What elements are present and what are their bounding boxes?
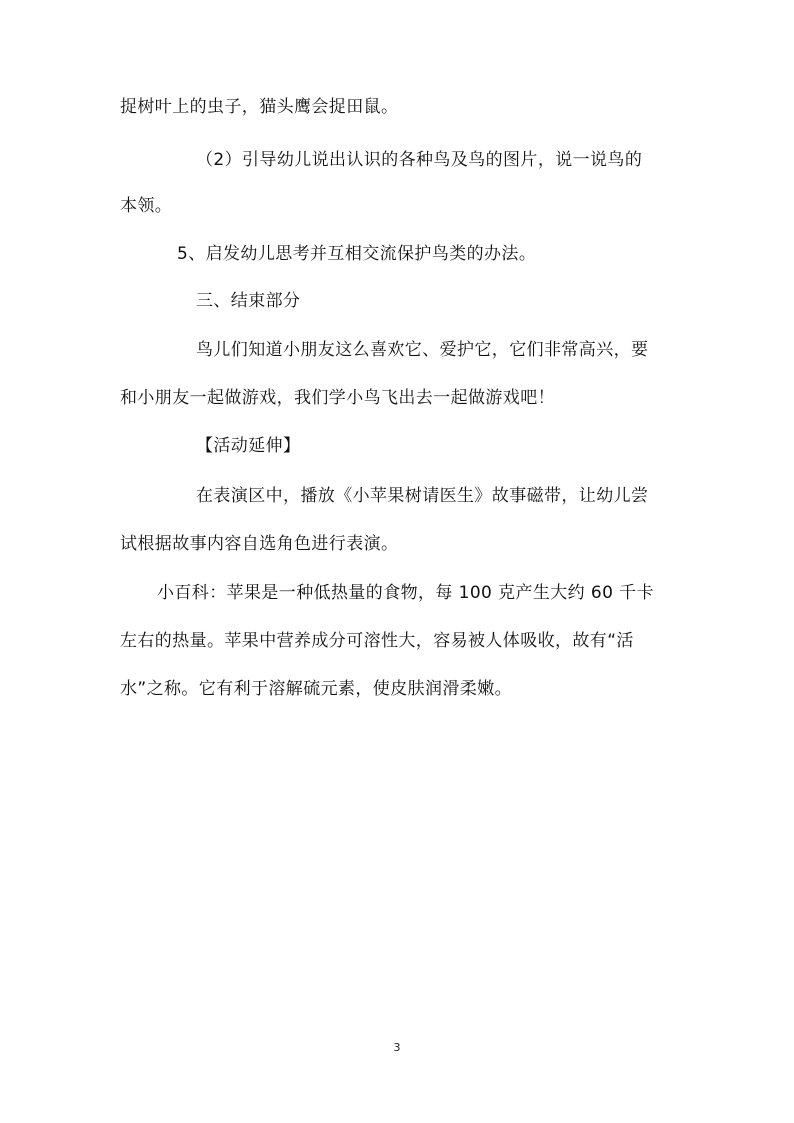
paragraph-line: 捉树叶上的虫子，猫头鹰会捉田鼠。 bbox=[120, 97, 399, 117]
paragraph-line: 和小朋友一起做游戏，我们学小鸟飞出去一起做游戏吧！ bbox=[120, 388, 555, 408]
paragraph-line: 在表演区中，播放《小苹果树请医生》故事磁带，让幼儿尝 bbox=[196, 486, 649, 506]
paragraph-line: 鸟儿们知道小朋友这么喜欢它、爱护它，它们非常高兴，要 bbox=[196, 340, 649, 360]
paragraph-line: （2）引导幼儿说出认识的各种鸟及鸟的图片，说一说鸟的 bbox=[196, 150, 643, 170]
paragraph-line: 水”之称。它有利于溶解硫元素，使皮肤润滑柔嫩。 bbox=[120, 679, 513, 699]
section-heading: 三、结束部分 bbox=[196, 291, 301, 311]
paragraph-line: 左右的热量。苹果中营养成分可溶性大，容易被人体吸收，故有“活 bbox=[120, 631, 634, 651]
section-heading: 【活动延伸】 bbox=[196, 436, 301, 456]
paragraph-line: 本领。 bbox=[120, 196, 173, 216]
paragraph-line: 5、启发幼儿思考并互相交流保护鸟类的办法。 bbox=[177, 244, 537, 264]
paragraph-line: 小百科：苹果是一种低热量的食物，每 100 克产生大约 60 千卡 bbox=[157, 583, 654, 603]
paragraph-line: 试根据故事内容自选角色进行表演。 bbox=[120, 534, 399, 554]
page-number: 3 bbox=[393, 1041, 401, 1054]
